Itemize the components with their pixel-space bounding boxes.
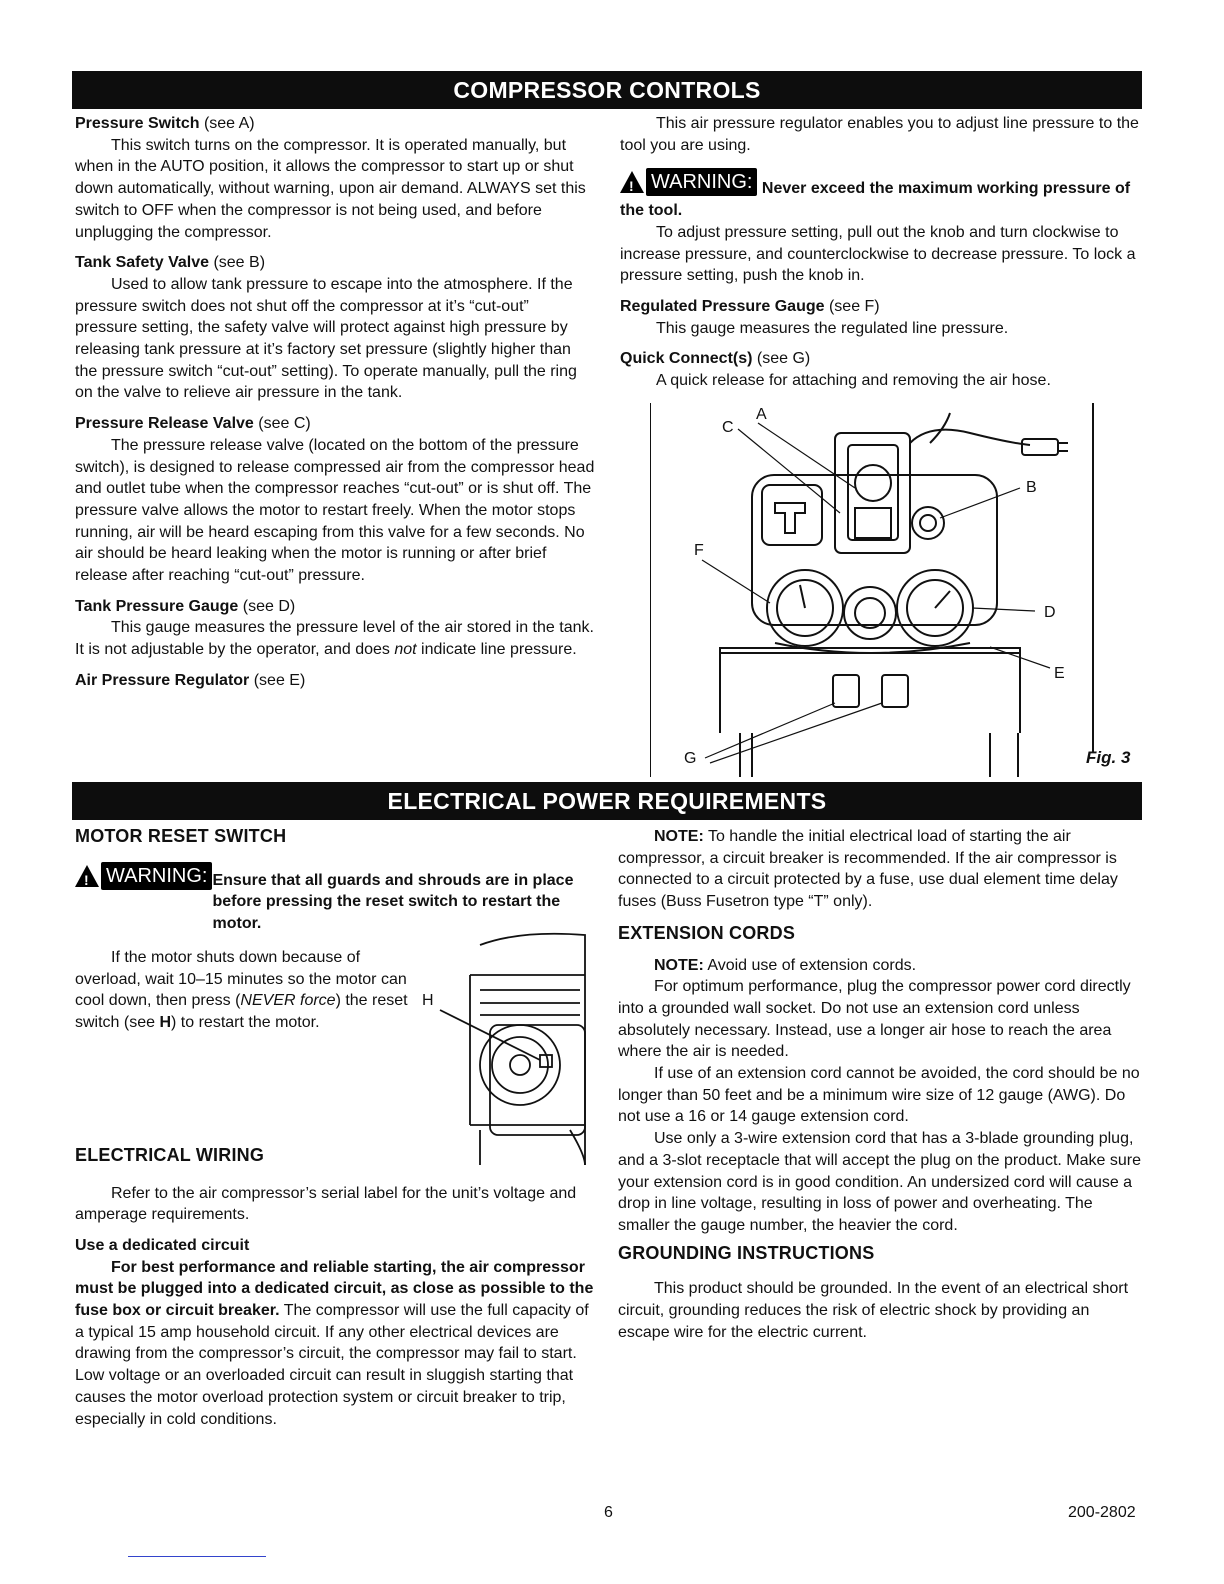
section-banner-compressor-controls: COMPRESSOR CONTROLS — [72, 71, 1142, 109]
motor-reset-figure — [420, 915, 590, 1165]
regulator-intro-text: This air pressure regulator enables you to adjust line pressure to the tool you are using. — [620, 115, 1139, 154]
grounding-instructions-heading: GROUNDING INSTRUCTIONS — [618, 1242, 875, 1263]
pressure-release-valve-heading: Pressure Release Valve (see C) — [75, 415, 311, 433]
warning-triangle-icon-2: ! — [75, 865, 99, 887]
figure-caption: Fig. 3 — [1086, 748, 1131, 767]
dedicated-circuit-text: For best performance and reliable starting, the air compressor must be plugged into a dedicated circuit, as close as possible to the fuse box or circuit breaker. The compressor will use the full capacity of a typical 15 amp household circuit. If any other electrical devices are drawing from the compressor’s circuit, the compressor may fail to start. Low voltage or an overloaded circuit can result in sluggish starting that causes the motor overload protection system or circuit breaker to trip, especially in cold conditions. — [75, 1258, 594, 1428]
warning-notice — [620, 168, 1142, 221]
electrical-wiring-heading: ELECTRICAL WIRING — [75, 1144, 265, 1165]
page-number: 6 — [604, 1504, 613, 1521]
adjust-pressure-text: To adjust pressure setting, pull out the knob and turn clockwise to increase pressure, and counterclockwise to decrease pressure. To lock a pressure setting, push the knob in. — [620, 223, 1136, 285]
motor-reset-switch-heading: MOTOR RESET SWITCH — [75, 826, 287, 846]
air-pressure-regulator-heading: Air Pressure Regulator (see E) — [75, 671, 306, 689]
section-banner-electrical-power: ELECTRICAL POWER REQUIREMENTS — [72, 782, 1142, 820]
motor-label-h: H — [422, 991, 434, 1009]
pressure-release-valve-text: The pressure release valve (located on the bottom of the pressure switch), is designed to release compressed air from the compressor head and outlet tube when the compressor reaches “cut-out” or is shut off. The pressure valve allows the motor to restart freely. When the motor stops running, air will be heard escaping from this valve for a few seconds. No air should be heard leaking when the motor is running or after brief release after reaching “cut-out” pressure. — [75, 436, 595, 585]
pressure-switch-heading: Pressure Switch (see A) — [75, 115, 255, 132]
tank-safety-valve-heading: Tank Safety Valve (see B) — [75, 254, 266, 272]
figure-label-f: F — [694, 542, 704, 559]
extension-cords-heading: EXTENSION CORDS — [618, 922, 796, 943]
circuit-breaker-note: NOTE: To handle the initial electrical load of starting the air compressor, a circuit breaker is recommended. If the air compressor is connected to a circuit protected by a fuse, use dual element time delay fuses (Buss Fusetron type “T” only). — [618, 828, 1118, 911]
electrical-wiring-text: Refer to the air compressor’s serial label for the unit’s voltage and amperage requirements. — [75, 1184, 577, 1224]
document-code: 200-2802 — [1068, 1504, 1136, 1521]
footer-rule — [128, 1556, 266, 1557]
compressor-controls-left-column — [75, 113, 595, 692]
figure-label-d: D — [1044, 604, 1056, 621]
figure-label-b: B — [1026, 479, 1037, 496]
figure-label-g: G — [684, 750, 697, 767]
electrical-right-column — [618, 826, 1142, 1343]
regulated-pressure-gauge-text: This gauge measures the regulated line pressure. — [656, 319, 1009, 337]
warning-tag — [620, 168, 757, 196]
extension-cords-paragraph-1: For optimum performance, plug the compressor power cord directly into a grounded wall socket. Do not use an extension cord unless absolutely necessary. Instead, use a longer air hose to reach the area where the air is needed. — [618, 978, 1131, 1061]
warning-text: ! WARNING: Never exceed the maximum working pressure of the tool. — [620, 168, 1142, 221]
tank-pressure-gauge-text: This gauge measures the pressure level of the air stored in the tank. It is not adjustable by the operator, and does not indicate line pressure. — [75, 619, 594, 659]
compressor-controls-right-column — [620, 113, 1142, 392]
extension-cords-note: NOTE: Avoid use of extension cords. — [654, 956, 917, 974]
figure-label-c: C — [722, 419, 734, 436]
extension-cords-paragraph-2: If use of an extension cord cannot be avoided, the cord should be no longer than 50 feet and be a minimum wire size of 12 gauge (AWG). Do not use a 16 or 14 gauge extension cord. — [618, 1065, 1140, 1126]
tank-safety-valve-text: Used to allow tank pressure to escape into the atmosphere. If the pressure switch does not shut off the compressor at it’s “cut-out” pressure setting, the safety valve will protect against high pressure by releasing tank pressure at it’s factory set pressure (slightly higher than the pressure switch “cut-out” setting). To operate manually, pull the ring on the valve to relieve air pressure in the tank. — [75, 275, 577, 402]
tank-pressure-gauge-heading: Tank Pressure Gauge (see D) — [75, 597, 296, 615]
warning-label-2: WARNING: — [101, 862, 212, 890]
warning-triangle-icon: ! — [620, 171, 644, 193]
dedicated-circuit-heading: Use a dedicated circuit — [75, 1236, 250, 1254]
pressure-switch-text: This switch turns on the compressor. It is operated manually, but when in the AUTO position, it allows the compressor to start up or shut down automatically, without warning, upon air demand. ALWAYS set this switch to OFF when the compressor is not being used, and before unplugging the compressor. — [75, 136, 586, 241]
quick-connect-heading: Quick Connect(s) (see G) — [620, 350, 811, 368]
extension-cords-paragraph-3: Use only a 3-wire extension cord that has a 3-blade grounding plug, and a 3-slot receptacle that will accept the plug on the product. Make sure your extension cord is in good condition. An undersized cord will cause a drop in line voltage, resulting in loss of power and overheating. The smaller the gauge number, the heavier the cord. — [618, 1130, 1141, 1234]
warning-label: WARNING: — [646, 168, 757, 196]
figure-label-a: A — [756, 406, 767, 423]
warning-tag-2 — [75, 862, 212, 890]
motor-reset-text: If the motor shuts down because of overload, wait 10–15 minutes so the motor can cool down, then press (NEVER force) the reset switch (see H) to restart the motor. — [75, 948, 408, 1031]
figure-label-e: E — [1054, 665, 1065, 682]
compressor-controls-figure — [650, 403, 1096, 777]
quick-connect-text: A quick release for attaching and removing the air hose. — [656, 372, 1051, 390]
regulated-pressure-gauge-heading: Regulated Pressure Gauge (see F) — [620, 297, 880, 315]
electrical-left-column — [75, 826, 595, 1430]
motor-reset-warning-text: Ensure that all guards and shrouds are in place before pressing the reset switch to restart the motor. — [212, 871, 574, 933]
grounding-instructions-text: This product should be grounded. In the event of an electrical short circuit, grounding reduces the risk of electric shock by providing an escape wire for the electric current. — [618, 1280, 1129, 1341]
